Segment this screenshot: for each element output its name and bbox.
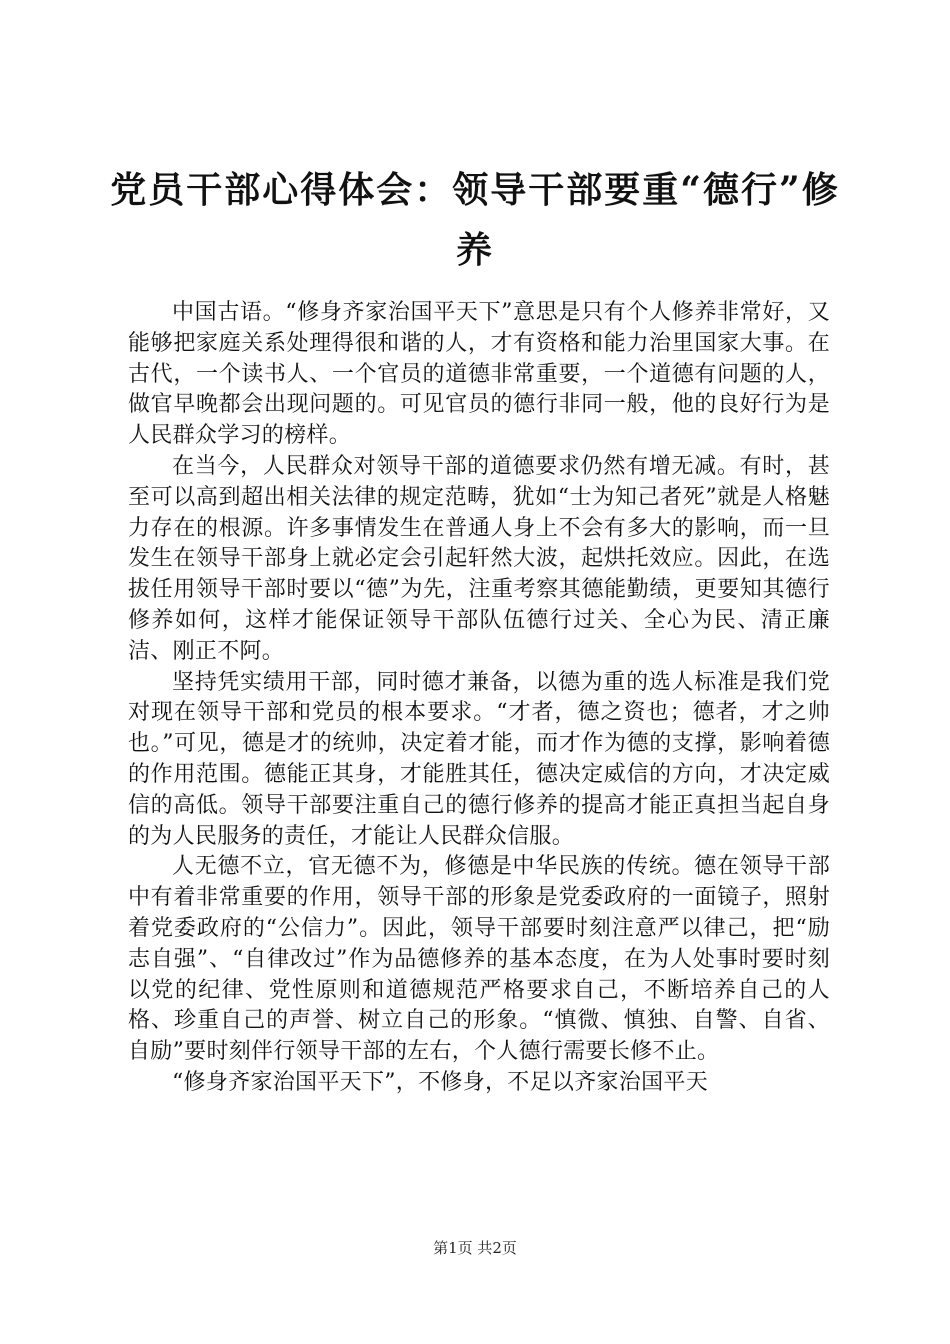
paragraph: “修身齐家治国平天下”，不修身，不足以齐家治国平天 xyxy=(172,1069,708,1095)
paragraph: 在当今，人民群众对领导干部的道德要求仍然有增无减。有时，甚至可以高到超出相关法律的规定范畴，犹如“士为知己者死”就是人格魅力存在的根源。许多事情发生在普通人身上不会有多大的影响，而一旦发生在领导干部身上就必定会引起轩然大波，起烘托效应。因此，在选拔任用领导干部时要以“德”为先，注重考察其德能勤绩，更要知其德行修养如何，这样才能保证领导干部队伍德行过关、全心为民、清正廉洁、刚正不阿。 xyxy=(128,453,830,664)
document-title: 党员干部心得体会：领导干部要重“德行”修养 xyxy=(110,169,840,271)
page-footer: 第1页 共2页 xyxy=(433,1239,517,1257)
document-body xyxy=(128,298,830,1099)
paragraph: 人无德不立，官无德不为，修德是中华民族的传统。德在领导干部中有着非常重要的作用，领导干部的形象是党委政府的一面镜子，照射着党委政府的“公信力”。因此，领导干部要时刻注意严以律己，把“励志自强”、“自律改过”作为品德修养的基本态度，在为人处事时要时刻以党的纪律、党性原则和道德规范严格要求自己，不断培养自己的人格、珍重自己的声誉、树立自己的形象。“慎微、慎独、自警、自省、自励”要时刻伴行领导干部的左右，个人德行需要长修不止。 xyxy=(128,854,830,1065)
paragraph: 坚持凭实绩用干部，同时德才兼备，以德为重的选人标准是我们党对现在领导干部和党员的根本要求。“才者，德之资也；德者，才之帅也。”可见，德是才的统帅，决定着才能，而才作为德的支撑，影响着德的作用范围。德能正其身，才能胜其任，德决定威信的方向，才决定威信的高低。领导干部要注重自己的德行修养的提高才能正真担当起自身的为人民服务的责任，才能让人民群众信服。 xyxy=(128,669,830,849)
paragraph: 中国古语。“修身齐家治国平天下”意思是只有个人修养非常好，又能够把家庭关系处理得很和谐的人，才有资格和能力治里国家大事。在古代，一个读书人、一个官员的道德非常重要，一个道德有问题的人，做官早晚都会出现问题的。可见官员的德行非同一般，他的良好行为是人民群众学习的榜样。 xyxy=(128,300,830,449)
